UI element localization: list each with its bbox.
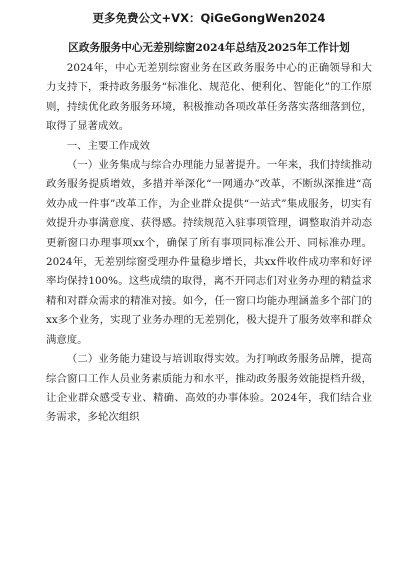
document-title: 区政务服务中心无差别综窗2024年总结及2025年工作计划 [68,42,350,54]
section-heading: 一、主要工作成效 [66,139,150,152]
item-one-paragraph: （一）业务集成与综合办理能力显著提升。一年来，我们持续推动政务服务提质增效，多措并举深化“一网通办”改革，不断纵深推进“高效办成一件事”改革工作，为企业群众提供“一站式”集成服务，切实有效提升办事满意度、获得感。持续规范入驻事项管理，调整取消并动态更新窗口办理事项xx个，确保了所有事项同标准公开、同标准办理。2024年，无差别综窗受理办件量稳步增长，共xx件收件成功率和好评率均保持100%。这些成绩的取得，离不开同志们对业务办理的精益求精和对群众需求的精准对接。如今，任一窗口均能办理涵盖多个部门的xx多个业务，实现了业务办理的无差别化，极大提升了服务效率和群众满意度。 [46,159,372,346]
intro-paragraph: 2024年，中心无差别综窗业务在区政务服务中心的正确领导和大力支持下，秉持政务服务“标准化、规范化、便利化、智能化”的工作原则，持续优化政务服务环境，积极推动各项改革任务落实落细落到位，取得了显著成效。 [46,62,372,133]
promo-banner: 更多免费公文+VX：QiGeGongWen2024 [92,11,326,25]
item-two-paragraph: （二）业务能力建设与培训取得实效。为打响政务服务品牌，提高综合窗口工作人员业务素质能力和水平，推动政务服务效能提档升级，让企业群众感受专业、精确、高效的办事体验。2024年，我们结合业务需求，多轮次组织 [46,353,372,424]
